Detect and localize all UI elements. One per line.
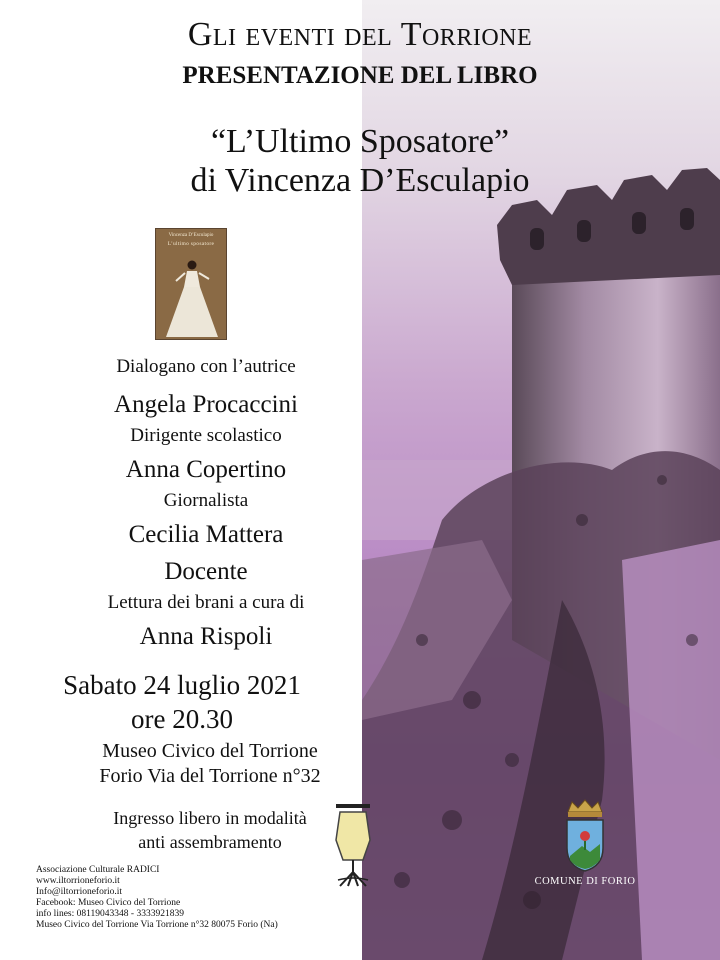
- footer-facebook: Facebook: Museo Civico del Torrione: [36, 898, 181, 908]
- event-time: ore 20.30: [131, 704, 233, 734]
- reading-intro: Lettura dei brani a cura di: [107, 592, 305, 613]
- footer-address: Museo Civico del Torrione Via Torrione n°32 80075 Forio (Na): [36, 920, 278, 930]
- book-cover-title: L’ultimo sposatore: [167, 241, 215, 247]
- footer-association: Associazione Culturale RADICI: [36, 865, 160, 875]
- section-title: PRESENTAZIONE DEL LIBRO: [182, 62, 538, 89]
- event-venue: Museo Civico del Torrione: [102, 740, 318, 762]
- footer-email-link[interactable]: Info@iltorrioneforio.it: [36, 887, 123, 897]
- footer-website-link[interactable]: www.iltorrioneforio.it: [36, 876, 120, 886]
- book-author: di Vincenza D’Esculapio: [190, 162, 530, 199]
- series-title: Gli eventi del Torrione: [187, 16, 533, 53]
- dialogue-intro: Dialogano con l’autrice: [116, 356, 296, 377]
- book-cover-author: Vincenza D’Esculapio: [168, 233, 214, 238]
- forio-coat-of-arms-icon: [560, 798, 610, 873]
- book-cover-image: [155, 228, 227, 340]
- speaker-role-3: Docente: [164, 558, 248, 585]
- speaker-name-3: Cecilia Mattera: [128, 521, 284, 548]
- speaker-role-2: Giornalista: [163, 490, 249, 511]
- footer-phone-lines: info lines: 08119043348 - 3333921839: [36, 909, 184, 919]
- access-note-line1: Ingresso libero in modalità: [113, 808, 307, 828]
- reader-name: Anna Rispoli: [139, 623, 273, 650]
- speaker-name-1: Angela Procaccini: [114, 391, 298, 418]
- speaker-role-1: Dirigente scolastico: [130, 425, 282, 446]
- comune-label: COMUNE DI FORIO: [534, 876, 636, 887]
- bride-figure-illustration: [156, 229, 227, 340]
- event-address: Forio Via del Torrione n°32: [99, 765, 321, 787]
- book-title: “L’Ultimo Sposatore”: [210, 123, 510, 160]
- access-note-line2: anti assembramento: [138, 832, 282, 852]
- event-date: Sabato 24 luglio 2021: [63, 670, 301, 700]
- radici-tree-logo-icon: [318, 800, 388, 890]
- speaker-name-2: Anna Copertino: [125, 456, 287, 483]
